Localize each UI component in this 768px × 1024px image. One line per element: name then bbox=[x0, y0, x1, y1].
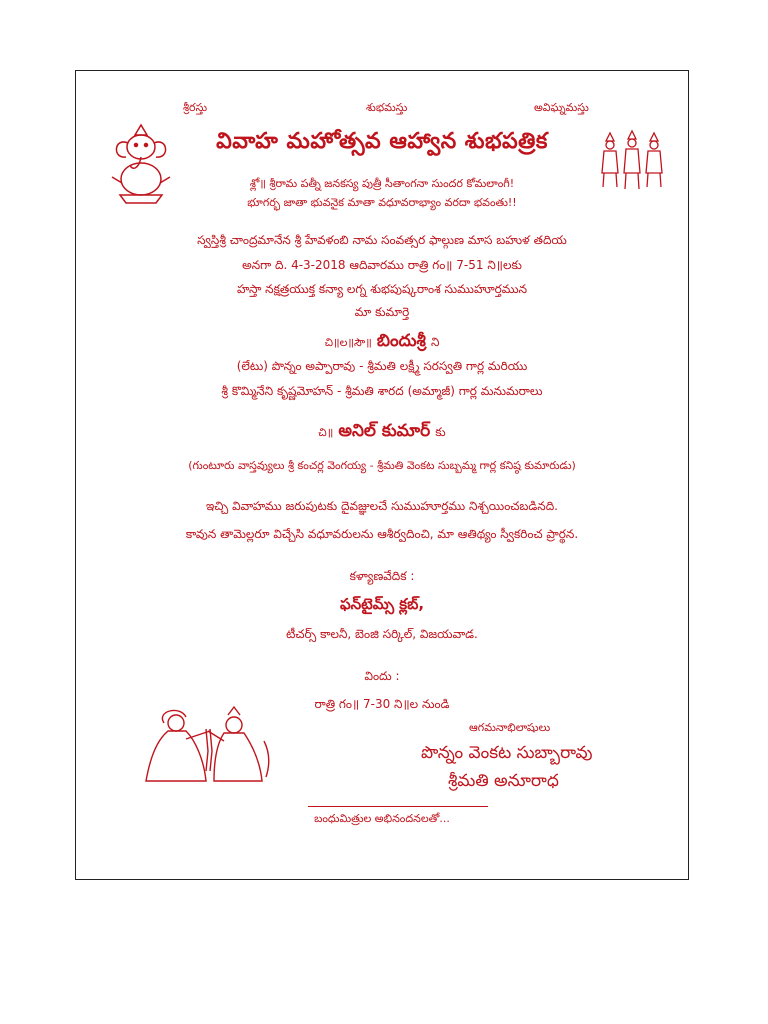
venue-address: టీచర్స్ కాలనీ, బెంజి సర్కిల్, విజయవాడ. bbox=[286, 627, 478, 641]
bride-prefix: చి॥ల॥సౌ॥ bbox=[324, 336, 372, 349]
message-line-2: కావున తామెల్లరూ విచ్చేసి వధూవరులను ఆశీర్వదించి, మా ఆతిథ్యం స్వీకరించ ప్రార్థన. bbox=[185, 527, 579, 541]
groom-line bbox=[76, 421, 688, 445]
groom-parents: (గుంటూరు వాస్తవ్యులు శ్రీ కంచర్ల వెంగయ్య - శ్రీమతి వెంకట సుబ్బమ్మ గార్ల కనిష్ఠ కుమారుడు) bbox=[188, 459, 576, 472]
bride-suffix: ని bbox=[430, 335, 440, 349]
hosts-label: ఆగమనాభిలాషులు bbox=[469, 721, 551, 734]
wedding-couple-icon bbox=[136, 701, 276, 789]
venue-name: ఫన్‌టైమ్స్ క్లబ్, bbox=[339, 595, 425, 613]
venue-label: కళ్యాణవేదిక : bbox=[349, 569, 415, 583]
footer-text: బంధుమిత్రుల అభినందనలతో... bbox=[314, 812, 450, 825]
host-name-2: శ్రీమతి అనూరాధ bbox=[448, 771, 559, 791]
blessing-avighnamastu: అవిఘ్నమస్తు bbox=[534, 101, 589, 114]
invite-line-2: అనగా ది. 4-3-2018 ఆదివారము రాత్రి గం॥ 7-51 ని॥లకు bbox=[242, 258, 522, 272]
invite-line-4: మా కుమార్తె bbox=[354, 305, 410, 319]
bride-parents: (లేటు) పొన్నం అప్పారావు - శ్రీమతి లక్ష్మీ సరస్వతి గార్ల మరియు bbox=[236, 359, 528, 373]
invitation-card bbox=[75, 70, 689, 880]
invitation-title: వివాహ మహోత్సవ ఆహ్వాన శుభపత్రిక bbox=[216, 129, 548, 154]
shloka-line-1: శ్లో॥ శ్రీరామ పత్నీ జనకస్య పుత్రీ సీతాంగనా సుందర కోమలాంగీ! bbox=[249, 177, 515, 190]
bride-line bbox=[76, 331, 688, 355]
groom-name: అనిల్ కుమార్ bbox=[338, 421, 431, 441]
blessing-srirastu: శ్రీరస్తు bbox=[183, 101, 208, 114]
groom-suffix: కు bbox=[435, 425, 446, 439]
message-line-1: ఇచ్చి వివాహము జరుపుటకు దైవజ్ఞులచే సుముహూర్తము నిశ్చయించబడినది. bbox=[206, 499, 558, 513]
footer-divider bbox=[308, 806, 488, 807]
feast-time: రాత్రి గం॥ 7-30 ని॥ల నుండి bbox=[314, 697, 450, 711]
invite-line-3: హస్తా నక్షత్రయుక్త కన్యా లగ్న శుభపుష్కరాంశ సుముహూర్తమున bbox=[236, 282, 528, 296]
invite-line-1: స్వస్తిశ్రీ చాంద్రమానేన శ్రీ హేవళంబి నామ సంవత్సర ఫాల్గుణ మాస బహుళ తదియ bbox=[197, 233, 567, 247]
host-name-1: పొన్నం వెంకట సుబ్బారావు bbox=[421, 743, 593, 763]
bride-name: బిందుశ్రీ bbox=[376, 331, 426, 351]
bride-grandparents: శ్రీ కొమ్మినేని కృష్ణమోహన్ - శ్రీమతి శారద (అమ్మాజీ) గార్ల మనుమరాలు bbox=[221, 384, 543, 398]
blessing-subhamastu: శుభమస్తు bbox=[366, 101, 408, 114]
feast-label: విందు : bbox=[364, 669, 400, 683]
shloka-line-2: భూగర్భ జాతా భువనైక మాతా వధూవరాభ్యాం వరదా భవంతు!! bbox=[247, 196, 517, 209]
groom-prefix: చి॥ bbox=[318, 426, 334, 439]
